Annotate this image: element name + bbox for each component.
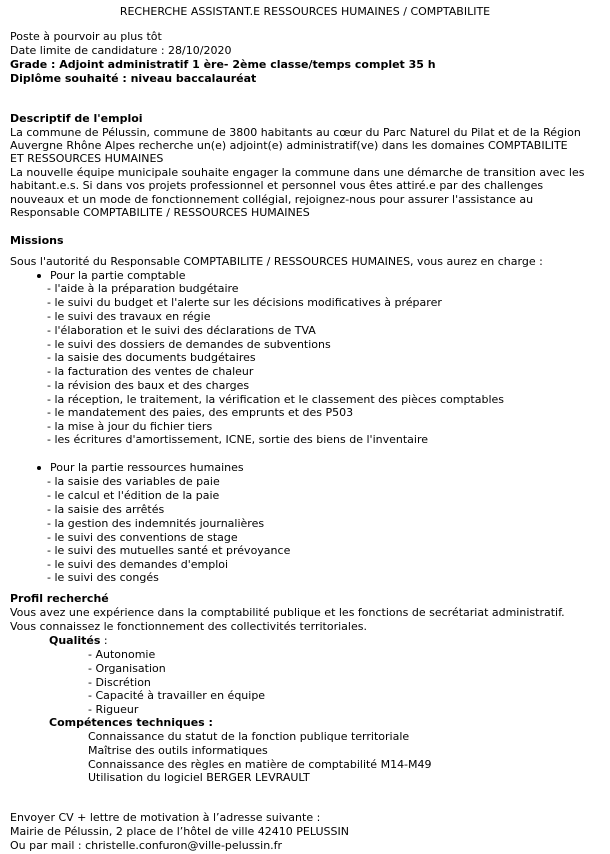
qualite-item: - Organisation [88, 662, 166, 675]
comptable-label: Pour la partie comptable [50, 269, 186, 282]
missions-heading: Missions [10, 234, 64, 247]
rh-item: - le suivi des mutuelles santé et prévoyance [47, 544, 291, 557]
comptable-item: - la révision des baux et des charges [47, 379, 250, 392]
comptable-item: - la saisie des documents budgétaires [47, 351, 256, 364]
rh-item: - la saisie des variables de paie [47, 475, 220, 488]
competence-item: Connaissance des règles en matière de comptabilité M14-M49 [88, 758, 432, 771]
descriptif-line: ET RESSOURCES HUMAINES [10, 152, 164, 165]
comptable-item: - le suivi des travaux en régie [47, 310, 211, 323]
bullet-icon [37, 466, 41, 470]
comptable-item: - le suivi des dossiers de demandes de subventions [47, 338, 331, 351]
competences-heading: Compétences techniques : [49, 716, 213, 729]
contact-address: Mairie de Pélussin, 2 place de l’hôtel de ville 42410 PELUSSIN [10, 825, 349, 838]
descriptif-line: La nouvelle équipe municipale souhaite engager la commune dans une démarche de transition avec les [10, 166, 585, 179]
date-limite-line: Date limite de candidature : 28/10/2020 [10, 44, 232, 57]
qualites-colon: : [100, 634, 108, 647]
comptable-item: - le suivi du budget et l'alerte sur les décisions modificatives à préparer [47, 296, 442, 309]
comptable-item: - le mandatement des paies, des emprunts et des P503 [47, 406, 354, 419]
rh-item: - la saisie des arrêtés [47, 503, 165, 516]
descriptif-line: habitant.e.s. Si dans vos projets professionnel et personnel vous êtes attiré.e par des challenges [10, 179, 544, 192]
competence-item: Maîtrise des outils informatiques [88, 744, 268, 757]
qualites-heading [49, 634, 108, 647]
descriptif-line: nouveaux et un mode de fonctionnement collégial, rejoignez-nous pour assurer l'assistance au [10, 193, 534, 206]
rh-item: - la gestion des indemnités journalières [47, 517, 265, 530]
rh-item: - le suivi des conventions de stage [47, 531, 238, 544]
profil-heading: Profil recherché [10, 592, 109, 605]
profil-line: Vous connaissez le fonctionnement des collectivités territoriales. [10, 620, 367, 633]
qualite-item: - Autonomie [88, 648, 156, 661]
contact-email: Ou par mail : christelle.confuron@ville-pelussin.fr [10, 839, 283, 852]
poste-line: Poste à pourvoir au plus tôt [10, 30, 162, 43]
descriptif-line: La commune de Pélussin, commune de 3800 habitants au cœur du Parc Naturel du Pilat et de la Région [10, 126, 581, 139]
qualite-item: - Discrétion [88, 676, 151, 689]
grade-line: Grade : Adjoint administratif 1 ère- 2ème classe/temps complet 35 h [10, 58, 436, 71]
diplome-line: Diplôme souhaité : niveau baccalauréat [10, 72, 257, 85]
comptable-item: - la mise à jour du fichier tiers [47, 420, 213, 433]
bullet-icon [37, 274, 41, 278]
missions-intro: Sous l'autorité du Responsable COMPTABILITE / RESSOURCES HUMAINES, vous aurez en charge : [10, 255, 543, 268]
comptable-item: - les écritures d'amortissement, ICNE, sortie des biens de l'inventaire [47, 433, 429, 446]
comptable-item: - l'élaboration et le suivi des déclarations de TVA [47, 324, 316, 337]
qualites-label: Qualités [49, 634, 101, 647]
competence-item: Connaissance du statut de la fonction publique territoriale [88, 730, 410, 743]
rh-item: - le calcul et l'édition de la paie [47, 489, 220, 502]
qualite-item: - Rigueur [88, 703, 139, 716]
comptable-item: - la facturation des ventes de chaleur [47, 365, 254, 378]
descriptif-heading: Descriptif de l'emploi [10, 112, 143, 125]
comptable-item: - la réception, le traitement, la vérification et le classement des pièces comptables [47, 393, 505, 406]
descriptif-line: Auvergne Rhône Alpes recherche un(e) adjoint(e) administratif(ve) dans les domaines COMPTABILITE [10, 139, 568, 152]
profil-line: Vous avez une expérience dans la comptabilité publique et les fonctions de secrétariat administratif. [10, 606, 565, 619]
qualite-item: - Capacité à travailler en équipe [88, 689, 266, 702]
rh-item: - le suivi des demandes d'emploi [47, 558, 229, 571]
contact-line: Envoyer CV + lettre de motivation à l’adresse suivante : [10, 811, 321, 824]
comptable-item: - l'aide à la préparation budgétaire [47, 282, 239, 295]
rh-item: - le suivi des congés [47, 571, 159, 584]
page-title: RECHERCHE ASSISTANT.E RESSOURCES HUMAINES / COMPTABILITE [119, 5, 491, 18]
descriptif-line: Responsable COMPTABILITE / RESSOURCES HUMAINES [10, 206, 310, 219]
competence-item: Utilisation du logiciel BERGER LEVRAULT [88, 771, 310, 784]
rh-label: Pour la partie ressources humaines [50, 461, 244, 474]
